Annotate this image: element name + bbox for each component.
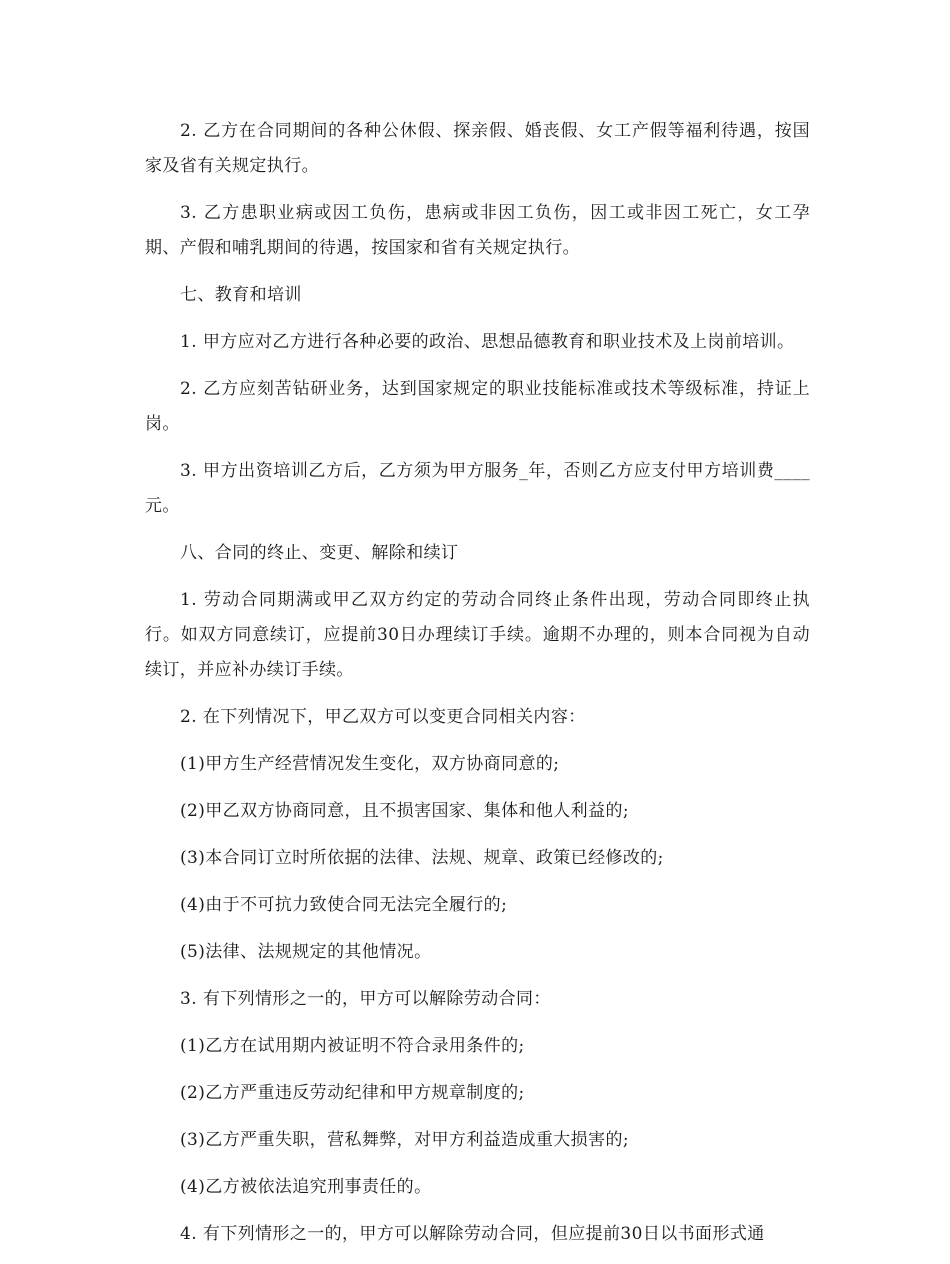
paragraph: 3. 有下列情形之一的，甲方可以解除劳动合同： — [180, 989, 551, 1009]
paragraph: 3. 甲方出资培训乙方后，乙方须为甲方服务_年，否则乙方应支付甲方培训费____元。 — [145, 461, 810, 516]
list-item: (2)甲乙双方协商同意，且不损害国家、集体和他人利益的; — [180, 801, 630, 821]
list-item: (4)乙方被依法追究刑事责任的。 — [180, 1177, 432, 1197]
paragraph: 2. 乙方在合同期间的各种公休假、探亲假、婚丧假、女工产假等福利待遇，按国家及省有关规定执行。 — [145, 121, 810, 176]
list-item: (1)甲方生产经营情况发生变化，双方协商同意的; — [180, 754, 560, 774]
list-item: (5)法律、法规规定的其他情况。 — [180, 942, 432, 962]
paragraph: 2. 在下列情况下，甲乙双方可以变更合同相关内容： — [180, 707, 586, 727]
paragraph: 1. 甲方应对乙方进行各种必要的政治、思想品德教育和职业技术及上岗前培训。 — [180, 332, 795, 352]
paragraph: 4. 有下列情形之一的，甲方可以解除劳动合同，但应提前30日以书面形式通 — [180, 1224, 765, 1244]
list-item: (4)由于不可抗力致使合同无法完全履行的; — [180, 895, 508, 915]
list-item: (2)乙方严重违反劳动纪律和甲方规章制度的; — [180, 1083, 525, 1103]
paragraph: 2. 乙方应刻苦钻研业务，达到国家规定的职业技能标准或技术等级标准，持证上岗。 — [145, 379, 810, 434]
list-item: (3)本合同订立时所依据的法律、法规、规章、政策已经修改的; — [180, 848, 664, 868]
document-body — [145, 114, 810, 1264]
paragraph: 3. 乙方患职业病或因工负伤，患病或非因工负伤，因工或非因工死亡，女工孕期、产假和哺乳期间的待遇，按国家和省有关规定执行。 — [145, 203, 810, 258]
section-heading: 八、合同的终止、变更、解除和续订 — [180, 543, 459, 563]
list-item: (3)乙方严重失职，营私舞弊，对甲方利益造成重大损害的; — [180, 1130, 630, 1150]
section-heading: 七、教育和培训 — [180, 285, 302, 305]
list-item: (1)乙方在试用期内被证明不符合录用条件的; — [180, 1036, 525, 1056]
paragraph: 1. 劳动合同期满或甲乙双方约定的劳动合同终止条件出现，劳动合同即终止执行。如双方同意续订，应提前30日办理续订手续。逾期不办理的，则本合同视为自动续订，并应补办续订手续。 — [145, 590, 810, 680]
